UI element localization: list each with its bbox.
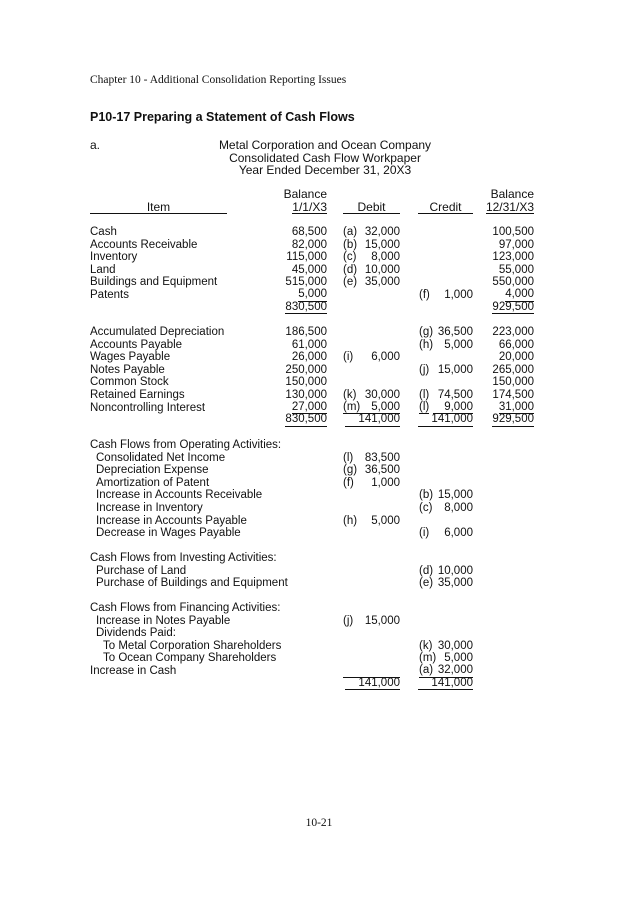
- table-row: [0, 376, 638, 389]
- row-debit-ref: (a): [343, 226, 358, 238]
- row-label: Common Stock: [90, 376, 169, 389]
- row-credit-amount: 32,000: [433, 665, 473, 678]
- row-balance-start: 27,000: [291, 400, 327, 413]
- row-balance-start: 115,000: [286, 251, 327, 264]
- list-item: [0, 502, 638, 515]
- list-item: [0, 527, 638, 540]
- row-credit-amount: 5,000: [444, 652, 473, 665]
- col-item-header: Item: [90, 201, 227, 214]
- row-label: Increase in Inventory: [96, 502, 203, 514]
- list-item: [0, 577, 638, 590]
- row-credit-amount: 9,000: [433, 402, 473, 415]
- row-debit-amount: 15,000: [364, 614, 400, 627]
- row-label: Increase in Accounts Receivable: [96, 489, 263, 502]
- row-credit-amount: 10,000: [437, 564, 473, 577]
- row-debit-amount: 5,000: [360, 402, 400, 415]
- table-row: [0, 326, 638, 339]
- list-item: [0, 515, 638, 528]
- workpaper-title-name: Consolidated Cash Flow Workpaper: [229, 151, 421, 165]
- col-balance-start-header: 1/1/X3: [292, 200, 327, 214]
- row-label: Land: [90, 263, 116, 276]
- final-total-debit: 141,000: [345, 678, 400, 691]
- row-credit-ref: (e): [419, 577, 434, 590]
- row-label: Wages Payable: [90, 351, 171, 364]
- col-balance-start-word: Balance: [283, 187, 327, 201]
- row-credit-amount: 15,000: [437, 363, 473, 376]
- row-debit-ref: (m): [343, 400, 361, 413]
- row-credit-amount: 6,000: [444, 527, 473, 540]
- total-debit: 141,000: [345, 414, 400, 427]
- row-balance-end: 150,000: [492, 376, 534, 389]
- row-balance-end: 100,500: [492, 226, 534, 238]
- row-balance-end: 4,000: [505, 288, 534, 300]
- list-item: [0, 652, 638, 665]
- row-balance-start: 5,000: [298, 288, 327, 300]
- row-balance-end: 223,000: [492, 326, 534, 338]
- row-label: Accounts Receivable: [90, 238, 198, 251]
- row-label: Inventory: [90, 251, 138, 264]
- row-credit-ref: (c): [419, 502, 433, 514]
- row-debit-amount: 30,000: [364, 389, 400, 401]
- page-number: 10-21: [305, 817, 333, 829]
- col-balance-end-header: 12/31/X3: [485, 200, 534, 214]
- total-balance-start: 830,500: [285, 413, 327, 426]
- row-debit-ref: (k): [343, 389, 357, 401]
- row-debit-amount: 1,000: [371, 476, 400, 489]
- list-item: [0, 452, 638, 465]
- row-debit-amount: 5,000: [371, 514, 400, 527]
- row-balance-start: 68,500: [291, 226, 327, 238]
- list-item: [0, 665, 638, 678]
- row-debit-amount: 8,000: [371, 251, 400, 264]
- operating-heading: Cash Flows from Operating Activities:: [90, 439, 282, 451]
- table-row: [0, 364, 638, 377]
- table-row: [0, 226, 638, 239]
- list-item: [0, 489, 638, 502]
- part-label: a.: [90, 138, 101, 152]
- row-debit-ref: (b): [343, 238, 358, 251]
- row-credit-ref: (k): [419, 639, 433, 652]
- row-balance-end: 550,000: [492, 276, 534, 289]
- row-balance-start: 26,000: [291, 351, 327, 364]
- row-credit-amount: 8,000: [444, 502, 473, 514]
- row-debit-ref: (i): [343, 351, 354, 364]
- total-balance-start: 830,500: [285, 300, 327, 313]
- row-credit-amount: 5,000: [444, 338, 473, 351]
- row-credit-ref: (l): [419, 389, 430, 401]
- row-balance-end: 123,000: [492, 251, 534, 264]
- row-balance-start: 515,000: [285, 276, 327, 289]
- row-label: To Metal Corporation Shareholders: [103, 639, 282, 652]
- row-label: Notes Payable: [90, 363, 165, 376]
- row-label: Consolidated Net Income: [96, 451, 226, 464]
- row-label: Noncontrolling Interest: [90, 401, 206, 414]
- dividends-label: Dividends Paid:: [96, 627, 176, 640]
- row-balance-start: 82,000: [291, 238, 327, 251]
- row-label: Retained Earnings: [90, 389, 185, 401]
- row-balance-start: 45,000: [291, 263, 327, 276]
- row-debit-amount: 32,000: [364, 226, 400, 238]
- row-credit-ref: (a): [419, 664, 434, 676]
- row-balance-end: 97,000: [498, 238, 534, 251]
- row-label: Increase in Accounts Payable: [96, 514, 247, 527]
- row-debit-amount: 83,500: [364, 451, 400, 464]
- row-credit-ref: (h): [419, 338, 434, 351]
- row-label: Decrease in Wages Payable: [96, 527, 241, 540]
- row-debit-ref: (f): [343, 476, 354, 489]
- row-credit-ref: (l): [419, 400, 430, 413]
- final-total-row: [0, 678, 638, 691]
- row-balance-start: 61,000: [291, 338, 327, 351]
- row-credit-amount: 15,000: [437, 489, 473, 502]
- total-balance-end: 929,500: [492, 300, 534, 313]
- table-row: [0, 264, 638, 277]
- row-label: Patents: [90, 289, 129, 301]
- list-item: [0, 565, 638, 578]
- row-label: Accounts Payable: [90, 338, 183, 351]
- row-label: Increase in Cash: [90, 665, 177, 677]
- row-debit-amount: 15,000: [364, 238, 400, 251]
- row-balance-start: 130,000: [285, 389, 327, 401]
- row-debit-ref: (d): [343, 263, 358, 276]
- list-item: [0, 627, 638, 640]
- financing-heading-row: [0, 602, 638, 615]
- final-total-credit: 141,000: [418, 678, 473, 691]
- workpaper-title-period: Year Ended December 31, 20X3: [238, 163, 412, 177]
- row-balance-end: 55,000: [498, 263, 534, 276]
- investing-heading: Cash Flows from Investing Activities:: [90, 552, 277, 564]
- row-debit-ref: (e): [343, 276, 358, 289]
- row-label: Purchase of Buildings and Equipment: [96, 577, 288, 590]
- row-debit-amount: 35,000: [364, 276, 400, 289]
- row-balance-start: 250,000: [285, 363, 327, 376]
- row-credit-ref: (b): [419, 489, 434, 502]
- row-debit-ref: (h): [343, 514, 358, 527]
- table-row: [0, 351, 638, 364]
- total-balance-end: 929,500: [492, 413, 534, 426]
- row-credit-ref: (d): [419, 564, 434, 577]
- list-item: [0, 464, 638, 477]
- row-balance-end: 31,000: [498, 400, 534, 413]
- col-credit-header: Credit: [418, 201, 473, 214]
- col-debit-header: Debit: [343, 201, 400, 214]
- workpaper-title-company: Metal Corporation and Ocean Company: [218, 138, 432, 152]
- row-label: Buildings and Equipment: [90, 276, 218, 289]
- row-debit-amount: 6,000: [371, 351, 400, 364]
- row-credit-ref: (g): [419, 326, 434, 338]
- section2-total-row: [0, 414, 638, 427]
- row-credit-amount: 35,000: [437, 577, 473, 590]
- table-row: [0, 251, 638, 264]
- row-debit-ref: (l): [343, 451, 354, 464]
- row-credit-amount: 36,500: [437, 326, 473, 338]
- row-credit-amount: 74,500: [437, 389, 473, 401]
- financing-heading: Cash Flows from Financing Activities:: [90, 602, 281, 614]
- investing-heading-row: [0, 552, 638, 565]
- row-credit-ref: (j): [419, 363, 430, 376]
- row-label: Purchase of Land: [96, 564, 187, 577]
- table-row: [0, 289, 638, 302]
- row-debit-amount: 10,000: [364, 263, 400, 276]
- col-balance-end-word: Balance: [490, 187, 534, 201]
- table-row: [0, 389, 638, 402]
- row-label: Increase in Notes Payable: [96, 614, 231, 627]
- row-credit-ref: (f): [419, 289, 430, 301]
- table-row: [0, 339, 638, 352]
- list-item: [0, 477, 638, 490]
- row-label: Depreciation Expense: [96, 464, 209, 477]
- row-balance-start: 186,500: [285, 326, 327, 338]
- total-credit: 141,000: [418, 414, 473, 427]
- problem-title: P10-17 Preparing a Statement of Cash Flows: [90, 110, 355, 124]
- row-credit-ref: (i): [419, 527, 430, 540]
- row-balance-end: 265,000: [492, 363, 534, 376]
- row-label: Amortization of Patent: [96, 476, 210, 489]
- table-row: [0, 239, 638, 252]
- row-credit-ref: (m): [419, 652, 437, 665]
- row-label: Cash: [90, 226, 117, 238]
- list-item: [0, 640, 638, 653]
- row-balance-end: 20,000: [498, 351, 534, 364]
- list-item: [0, 615, 638, 628]
- row-credit-amount: 1,000: [444, 289, 473, 301]
- row-debit-ref: (j): [343, 614, 354, 627]
- row-balance-end: 66,000: [498, 338, 534, 351]
- operating-heading-row: [0, 439, 638, 452]
- row-balance-end: 174,500: [492, 389, 534, 401]
- row-label: To Ocean Company Shareholders: [103, 652, 277, 665]
- row-balance-start: 150,000: [285, 376, 327, 389]
- row-credit-amount: 30,000: [437, 639, 473, 652]
- row-debit-ref: (g): [343, 464, 358, 477]
- row-debit-ref: (c): [343, 251, 357, 264]
- row-label: Accumulated Depreciation: [90, 326, 225, 338]
- row-debit-amount: 36,500: [364, 464, 400, 477]
- chapter-heading: Chapter 10 - Additional Consolidation Reporting Issues: [90, 74, 347, 86]
- section1-total-row: [0, 302, 638, 315]
